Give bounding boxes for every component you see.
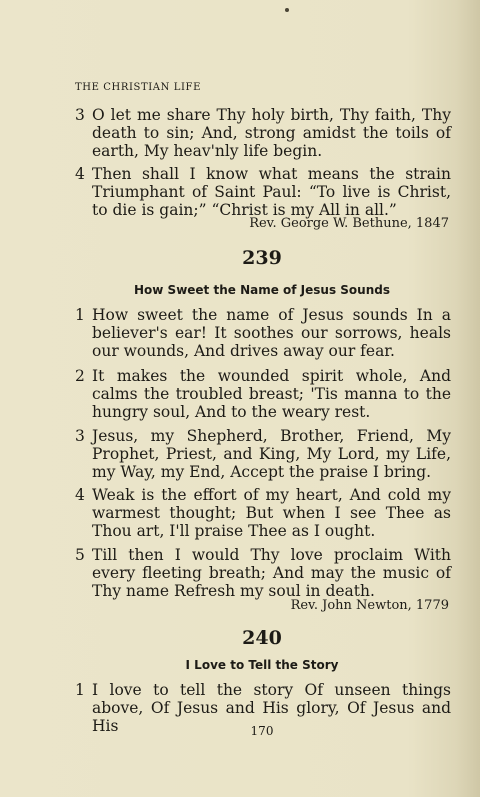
verse-number: 5 xyxy=(75,546,85,564)
verse-number: 4 xyxy=(75,165,85,183)
verse xyxy=(75,546,451,600)
verse-text: I love to tell the story Of unseen things above, Of Jesus and His glory, Of Jesus and His xyxy=(92,681,451,735)
verse xyxy=(75,486,451,540)
ink-speck xyxy=(285,8,289,12)
hymn-title: I Love to Tell the Story xyxy=(185,658,339,672)
verse-text: Jesus, my Shepherd, Brother, Friend, My Prophet, Priest, and King, My Lord, my Life, my Way, my End, Accept the praise I bring. xyxy=(92,427,451,481)
verse xyxy=(75,106,451,160)
verse-text: Till then I would Thy love proclaim With every fleeting breath; And may the music of Thy name Refresh my soul in death. xyxy=(92,546,451,600)
hymn-number: 239 xyxy=(242,247,282,269)
verse-number: 4 xyxy=(75,486,85,504)
page-number: 170 xyxy=(250,724,274,738)
verse xyxy=(75,165,451,219)
verse xyxy=(75,427,451,481)
hymn-number: 240 xyxy=(242,627,282,649)
verse-text: It makes the wounded spirit whole, And calms the troubled breast; 'Tis manna to the hungry soul, And to the weary rest. xyxy=(92,367,451,421)
verse-number: 3 xyxy=(75,106,85,124)
attribution: Rev. George W. Bethune, 1847 xyxy=(249,216,449,231)
attribution: Rev. John Newton, 1779 xyxy=(290,598,449,613)
verse-text: Then shall I know what means the strain Triumphant of Saint Paul: “To live is Christ, to die is gain;” “Christ is my All in all.” xyxy=(92,165,451,219)
hymn-title: How Sweet the Name of Jesus Sounds xyxy=(134,283,390,297)
verse-text: Weak is the effort of my heart, And cold my warmest thought; But when I see Thee as Thou art, I'll praise Thee as I ought. xyxy=(92,486,451,540)
verse-number: 3 xyxy=(75,427,85,445)
verse-number: 1 xyxy=(75,681,85,699)
verse xyxy=(75,367,451,421)
verse xyxy=(75,306,451,360)
section-header: THE CHRISTIAN LIFE xyxy=(75,82,201,93)
verse-text: How sweet the name of Jesus sounds In a believer's ear! It soothes our sorrows, heals our wounds, And drives away our fear. xyxy=(92,306,451,360)
verse-number: 2 xyxy=(75,367,85,385)
verse-number: 1 xyxy=(75,306,85,324)
verse-text: O let me share Thy holy birth, Thy faith, Thy death to sin; And, strong amidst the toils of earth, My heav'nly life begin. xyxy=(92,106,451,160)
